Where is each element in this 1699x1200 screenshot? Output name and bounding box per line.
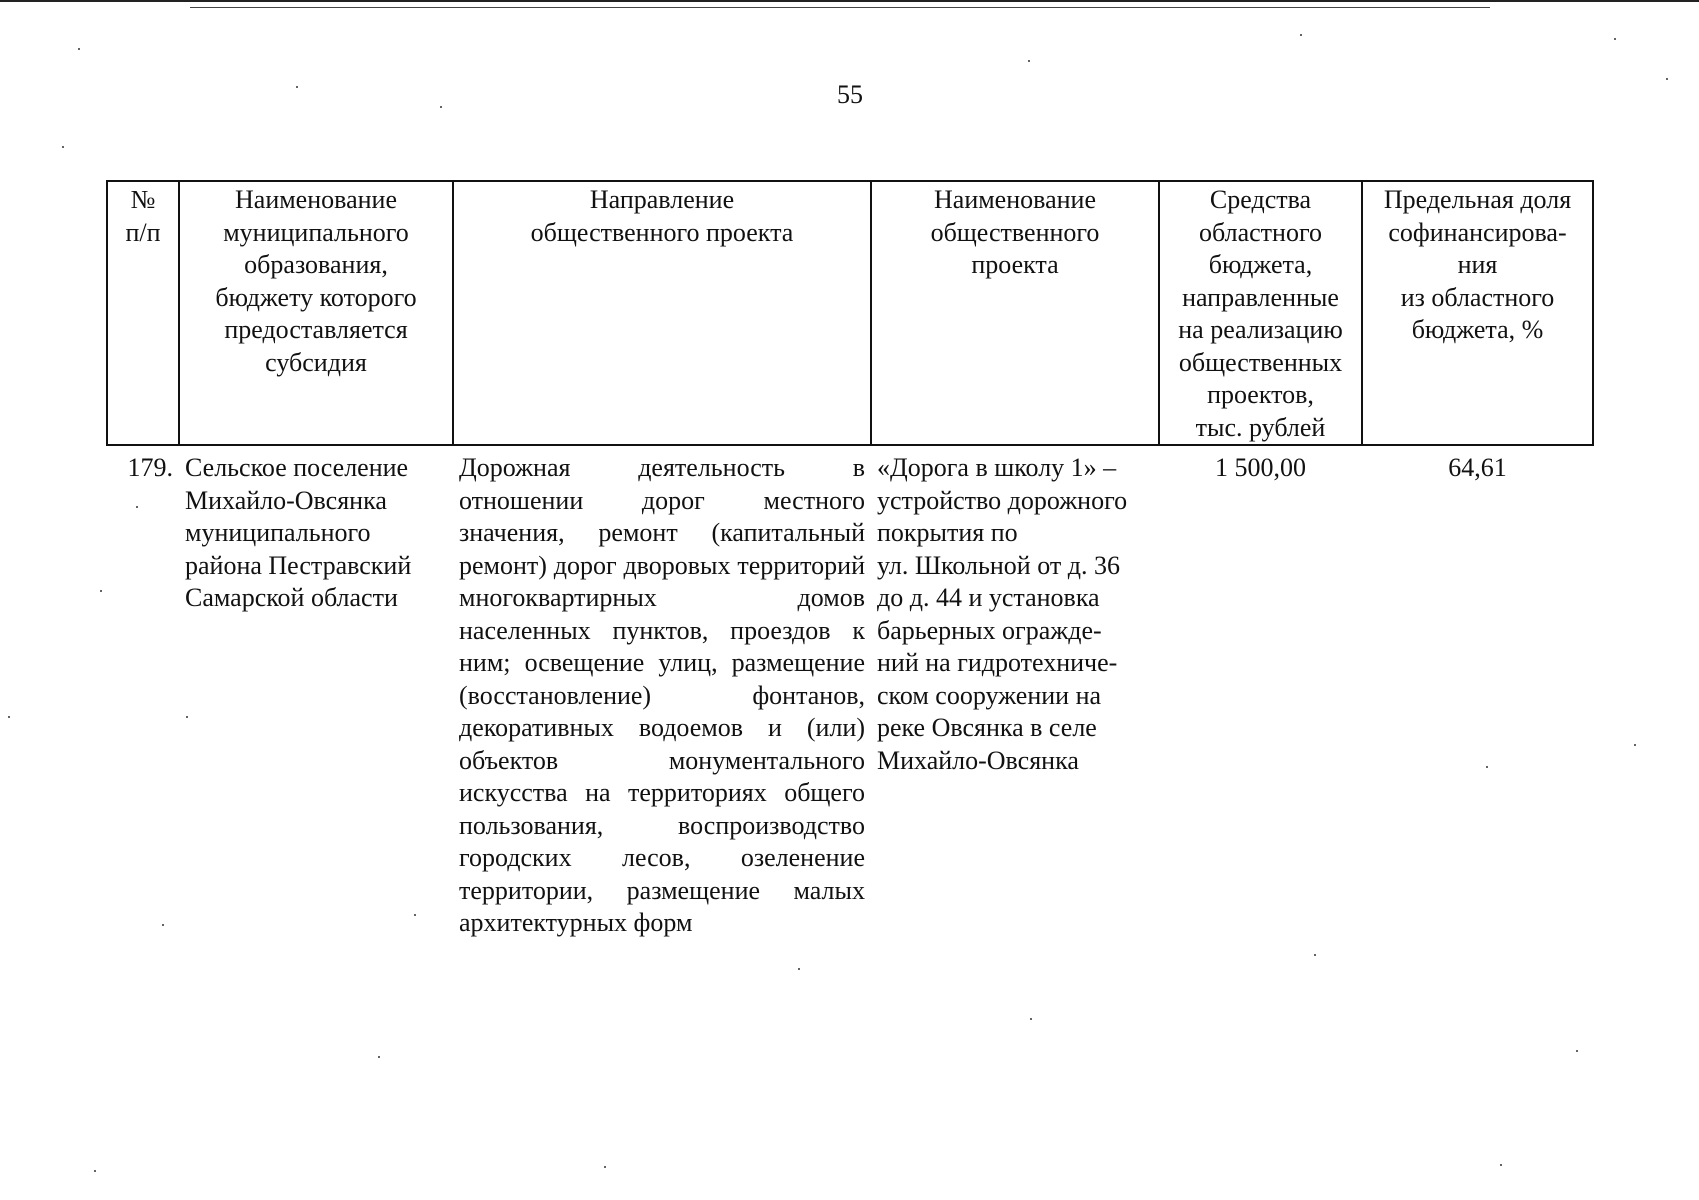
scan-speck	[798, 968, 800, 970]
subsidy-table	[106, 180, 1594, 940]
scan-speck	[78, 48, 80, 50]
header-cofinancing-share: Предельная доля софинансирова- ния из областного бюджета, %	[1362, 181, 1593, 445]
header-project-direction: Направление общественного проекта	[453, 181, 871, 445]
scan-speck	[1314, 954, 1316, 956]
row-project-name: «Дорога в школу 1» – устройство дорожного покрытия по ул. Школьной от д. 36 до д. 44 и установка барьерных огражде- ний на гидротехниче- ском сооружении на реке Овсянка в селе Михайло-Овсянка	[877, 453, 1128, 775]
scan-speck	[1614, 38, 1616, 40]
scan-speck	[378, 1056, 380, 1058]
row-project-direction: Дорожная деятельность в отношении дорог местного значения, ремонт (капитальный ремонт) дорог дворовых территорий многоквартирных домов населенных пунктов, проездов к ним; освещение улиц, размещение (восстановление) фонтанов, декоративных водоемов и (или) объектов монументального искусства на территориях общего пользования, воспроизводство городских лесов, озеленение территории, размещение малых архитектурных форм	[459, 453, 865, 937]
scan-top-edge-line	[190, 7, 1490, 8]
scan-speck	[94, 1170, 96, 1172]
scan-speck	[1028, 60, 1030, 62]
scan-speck	[100, 590, 102, 592]
scan-speck	[440, 106, 442, 108]
scan-speck	[62, 146, 64, 148]
scan-speck	[1576, 1050, 1578, 1052]
header-regional-funds: Средства областного бюджета, направленные на реализацию общественных проектов, тыс. рублей	[1159, 181, 1362, 445]
subsidy-table-container	[106, 180, 1592, 940]
page-number: 55	[837, 80, 863, 109]
scan-speck	[604, 1166, 606, 1168]
scan-speck	[296, 86, 298, 88]
header-project-name: Наименование общественного проекта	[871, 181, 1159, 445]
scan-speck	[1666, 78, 1668, 80]
table-row	[107, 445, 1593, 940]
row-municipality: Сельское поселение Михайло-Овсянка муниципального района Пестравский Самарской области	[185, 453, 412, 612]
scan-speck	[1634, 744, 1636, 746]
scan-speck	[1030, 1018, 1032, 1020]
table-header-row	[107, 181, 1593, 445]
scan-speck	[1500, 1164, 1502, 1166]
row-number: 179.	[127, 453, 173, 482]
row-regional-funds: 1 500,00	[1215, 453, 1306, 482]
header-municipality: Наименование муниципального образования, бюджету которого предоставляется субсидия	[179, 181, 453, 445]
scan-speck	[1300, 34, 1302, 36]
scan-speck	[8, 716, 10, 718]
row-cofinancing-share: 64,61	[1448, 453, 1507, 482]
header-number: № п/п	[107, 181, 179, 445]
